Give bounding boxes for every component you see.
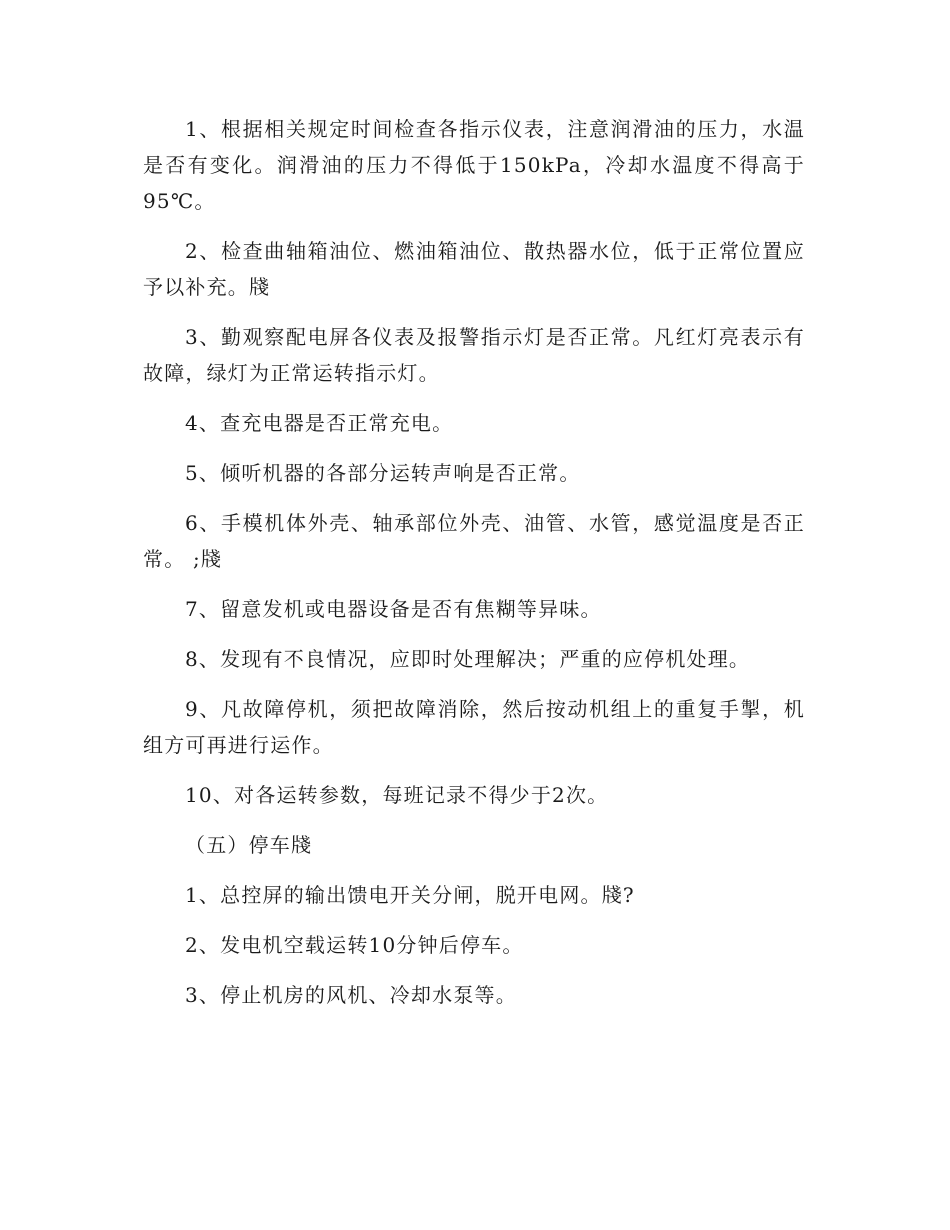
paragraph-2: 2、检查曲轴箱油位、燃油箱油位、散热器水位，低于正常位置应予以补充。牋 — [143, 239, 805, 299]
paragraph-5: 5、倾听机器的各部分运转声响是否正常。 — [185, 461, 581, 485]
document-body — [143, 111, 805, 1027]
paragraph-6: 6、手模机体外壳、轴承部位外壳、油管、水管，感觉温度是否正常。 ;牋 — [143, 511, 805, 571]
section-heading-stop: （五）停车牋 — [185, 833, 313, 857]
paragraph-14: 3、停止机房的风机、冷却水泵等。 — [185, 983, 517, 1007]
paragraph-10: 10、对各运转参数，每班记录不得少于2次。 — [185, 783, 609, 807]
paragraph-7: 7、留意发机或电器设备是否有焦糊等异味。 — [185, 597, 602, 621]
paragraph-13: 2、发电机空载运转10分钟后停车。 — [185, 933, 524, 957]
paragraph-12: 1、总控屏的输出馈电开关分闸，脱开电网。牋? — [185, 883, 635, 907]
paragraph-9: 9、凡故障停机，须把故障消除，然后按动机组上的重复手掣，机组方可再进行运作。 — [143, 697, 805, 757]
paragraph-1: 1、根据相关规定时间检查各指示仪表，注意润滑油的压力，水温是否有变化。润滑油的压力不得低于150kPa，冷却水温度不得高于95℃。 — [143, 117, 805, 213]
paragraph-4: 4、查充电器是否正常充电。 — [185, 411, 454, 435]
paragraph-8: 8、发现有不良情况，应即时处理解决；严重的应停机处理。 — [185, 647, 751, 671]
paragraph-3: 3、勤观察配电屏各仪表及报警指示灯是否正常。凡红灯亮表示有故障，绿灯为正常运转指示灯。 — [143, 325, 805, 385]
